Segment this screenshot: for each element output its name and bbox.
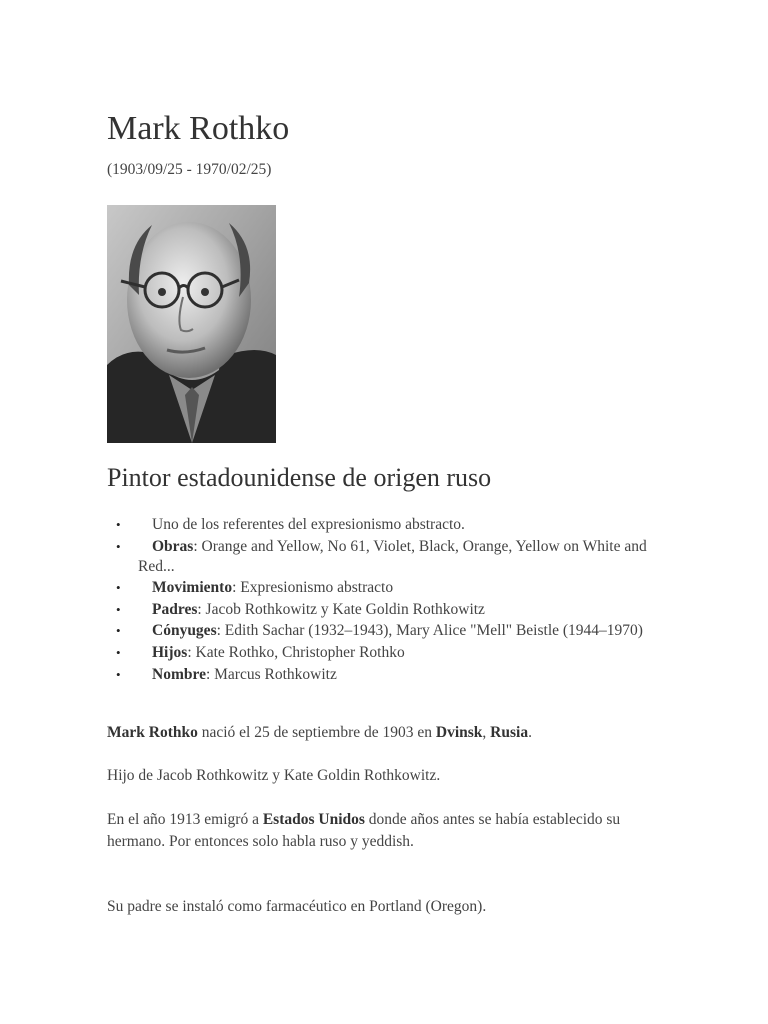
life-dates: (1903/09/25 - 1970/02/25) (107, 161, 272, 178)
list-item (107, 621, 667, 641)
bullet-icon: • (116, 623, 121, 639)
father-paragraph: Su padre se instaló como farmacéutico en Portland (Oregon). (107, 898, 487, 915)
parents-paragraph: Hijo de Jacob Rothkowitz y Kate Goldin Rothkowitz. (107, 767, 441, 784)
bold-city: Dvinsk (435, 724, 483, 741)
portrait-image (107, 205, 276, 443)
bullet-icon: • (116, 517, 121, 532)
fact-text: : Edith Sachar (1932–1943), Mary Alice "Mell" Beistle (1944–1970) (216, 622, 643, 640)
bullet-icon: • (116, 666, 121, 682)
paragraph-end: . (528, 724, 532, 741)
bullet-icon: • (116, 580, 121, 596)
paragraph-text: nació el 25 de septiembre de 1903 en (197, 724, 436, 741)
fact-label: Hijos (152, 643, 188, 661)
fact-label: Nombre (152, 665, 206, 683)
facts-list (107, 515, 667, 686)
fact-text: : Orange and Yellow, No 61, Violet, Black, Orange, Yellow on White and Red... (138, 537, 647, 575)
fact-text: : Expresionismo abstracto (232, 579, 394, 597)
bold-country: Rusia (490, 724, 529, 741)
paragraph-separator: , (482, 724, 491, 741)
emigration-paragraph (107, 809, 667, 853)
paragraph-text: donde años antes se había establecido su hermano. Por entonces solo habla ruso y yeddish. (107, 811, 621, 850)
section-heading: Pintor estadounidense de origen ruso (107, 463, 492, 492)
bold-name: Mark Rothko (107, 724, 198, 741)
fact-text: : Kate Rothko, Christopher Rothko (187, 643, 405, 661)
fact-text: Uno de los referentes del expresionismo abstracto. (152, 516, 465, 533)
fact-label: Movimiento (152, 579, 233, 597)
page-title: Mark Rothko (107, 110, 290, 147)
fact-label: Padres (152, 600, 198, 618)
list-item (107, 643, 667, 663)
birth-paragraph (107, 722, 667, 744)
list-item (107, 537, 667, 577)
list-item (107, 665, 667, 685)
fact-label: Obras (152, 537, 194, 555)
list-item (107, 515, 667, 535)
portrait-photo (107, 205, 276, 443)
list-item (107, 578, 667, 598)
fact-text: : Jacob Rothkowitz y Kate Goldin Rothkowitz (197, 600, 485, 618)
list-item (107, 600, 667, 620)
paragraph-text: En el año 1913 emigró a (107, 811, 263, 828)
fact-label: Cónyuges (152, 622, 217, 640)
fact-text: : Marcus Rothkowitz (205, 665, 337, 683)
bold-country: Estados Unidos (262, 811, 365, 828)
bullet-icon: • (116, 538, 121, 554)
bullet-icon: • (116, 644, 121, 660)
bullet-icon: • (116, 601, 121, 617)
